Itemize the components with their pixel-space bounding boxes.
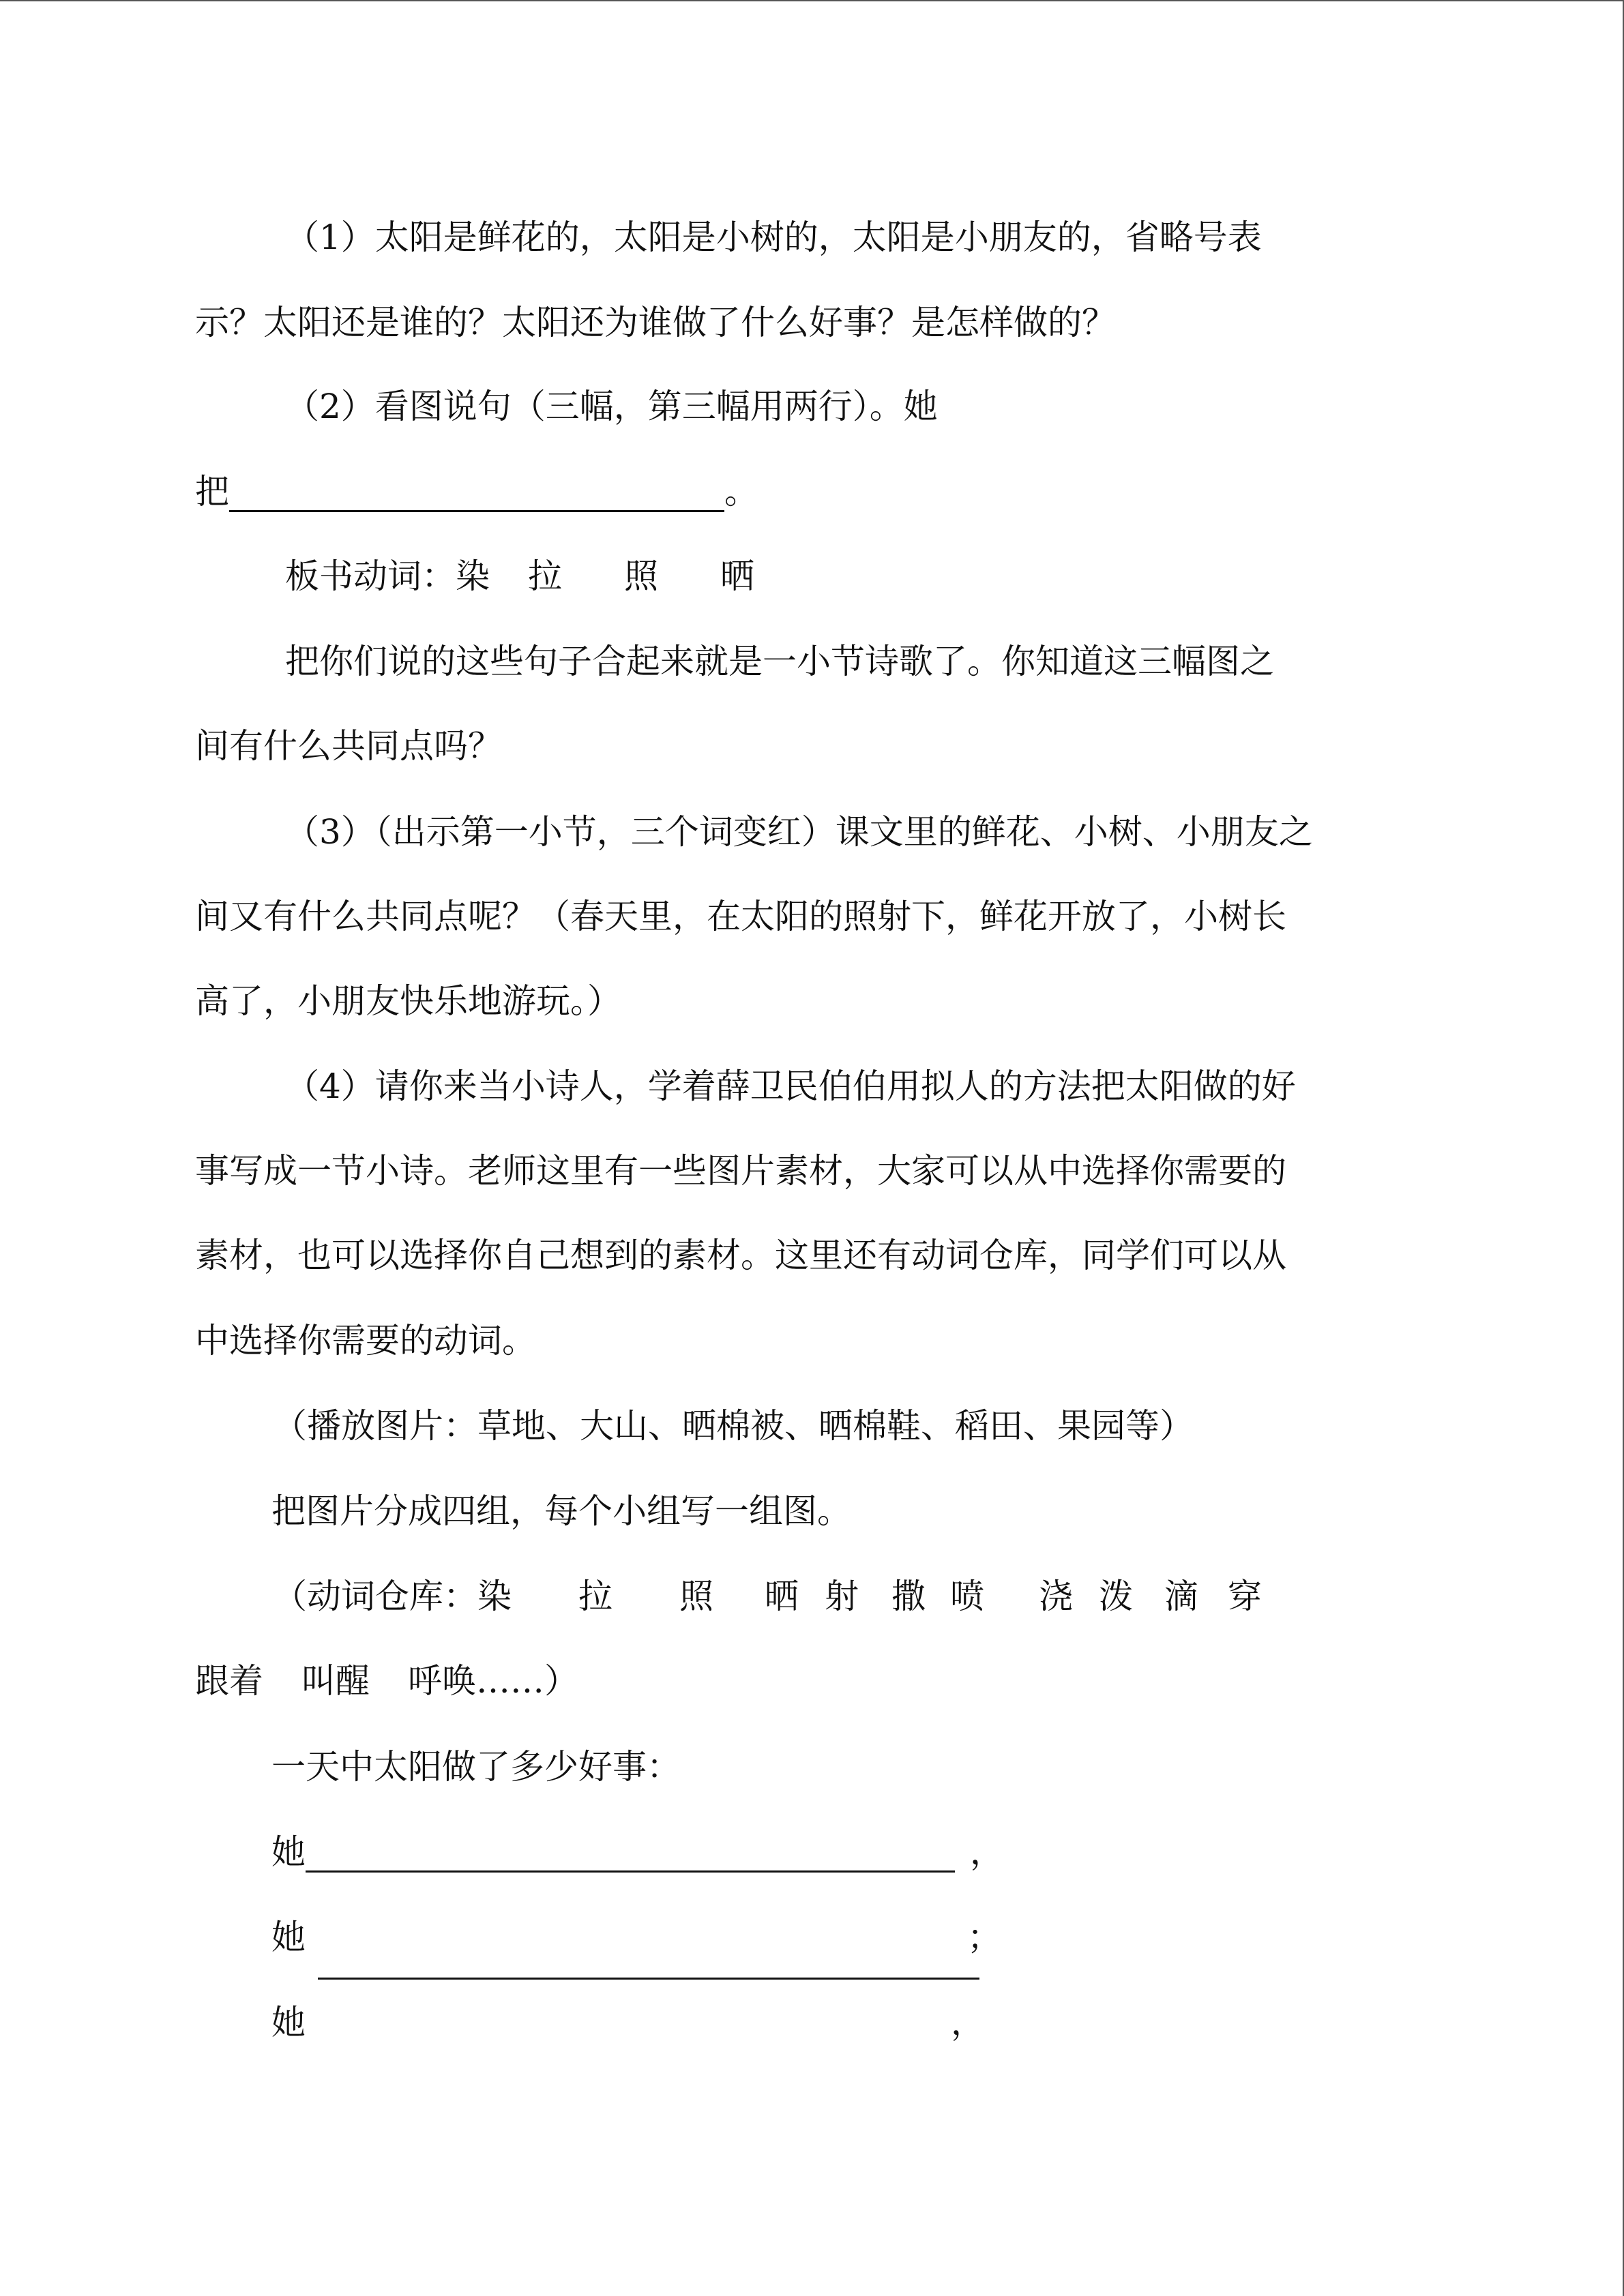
q4-line-1: （4）请你来当小诗人，学着薛卫民伯伯用拟人的方法把太阳做的好 <box>285 1067 1296 1106</box>
warehouse-verb: 浇 <box>1039 1577 1073 1616</box>
day-subject: 她 <box>271 2003 306 2042</box>
warehouse-verb: 叫醒 <box>301 1661 370 1701</box>
q1-line-1: （1）太阳是鲜花的，太阳是小树的，太阳是小朋友的，省略号表 <box>285 218 1262 257</box>
day-title: 一天中太阳做了多少好事： <box>271 1747 681 1787</box>
warehouse-line-1 <box>273 1576 1262 1617</box>
warehouse-verb: 撒 <box>891 1577 926 1616</box>
warehouse-verb: 射 <box>825 1577 859 1616</box>
board-verb: 晒 <box>720 556 754 596</box>
day-end-punct: ， <box>951 2003 985 2042</box>
board-verb: 照 <box>624 556 658 596</box>
warehouse-verb: 滴 <box>1164 1577 1198 1616</box>
day-fill-line-1 <box>271 1832 1004 1873</box>
q3-line-2: 间又有什么共同点呢？（春天里，在太阳的照射下，鲜花开放了，小树长 <box>195 897 1286 936</box>
q3-line-3: 高了，小朋友快乐地游玩。） <box>195 981 621 1021</box>
day-fill-line-2 <box>271 1917 1001 1958</box>
q2-answer-blank[interactable] <box>229 475 724 512</box>
q2-prefix: 把 <box>195 472 229 511</box>
warehouse-verb: 穿 <box>1228 1577 1262 1616</box>
warehouse-verb: 照 <box>679 1577 713 1616</box>
warehouse-verb: 晒 <box>765 1577 799 1616</box>
q2-suffix: 。 <box>724 472 758 511</box>
day-subject: 她 <box>271 1918 306 1957</box>
q4-line-4: 中选择你需要的动词。 <box>195 1321 536 1360</box>
warehouse-verb: 拉 <box>578 1577 612 1616</box>
day-answer-blank-2[interactable] <box>318 1978 979 1980</box>
day-subject: 她 <box>271 1832 306 1872</box>
warehouse-line-2 <box>195 1660 578 1701</box>
warehouse-verb: 泼 <box>1099 1577 1133 1616</box>
warehouse-open: （动词仓库： <box>273 1577 477 1616</box>
pictures-line: （播放图片：草地、大山、晒棉被、晒棉鞋、稻田、果园等） <box>273 1406 1194 1446</box>
q2-line-1: （2）看图说句（三幅，第三幅用两行）。她 <box>285 387 938 426</box>
day-fill-line-3 <box>271 2002 985 2043</box>
warehouse-verb: 呼唤……） <box>408 1661 578 1701</box>
q1-line-2: 示？太阳还是谁的？太阳还为谁做了什么好事？是怎样做的？ <box>195 303 1116 342</box>
combine-line-2: 间有什么共同点吗？ <box>195 726 502 766</box>
warehouse-verb: 染 <box>477 1577 512 1616</box>
q3-line-1: （3）（出示第一小节，三个词变红）课文里的鲜花、小树、小朋友之 <box>285 812 1313 852</box>
day-answer-blank-1[interactable] <box>306 1835 955 1873</box>
warehouse-verb: 跟着 <box>195 1661 263 1701</box>
board-verb: 拉 <box>528 556 562 596</box>
day-end-punct: ； <box>967 1918 1001 1957</box>
board-label: 板书动词： <box>285 556 456 596</box>
day-end-punct: ， <box>970 1832 1004 1872</box>
combine-line-1: 把你们说的这些句子合起来就是一小节诗歌了。你知道这三幅图之 <box>285 642 1274 681</box>
warehouse-verb: 喷 <box>950 1577 984 1616</box>
board-verbs-line <box>285 556 754 597</box>
board-verb: 染 <box>456 556 490 596</box>
q2-fill-line <box>195 471 758 512</box>
groups-line: 把图片分成四组，每个小组写一组图。 <box>271 1491 851 1531</box>
q4-line-2: 事写成一节小诗。老师这里有一些图片素材，大家可以从中选择你需要的 <box>195 1151 1286 1191</box>
q4-line-3: 素材，也可以选择你自己想到的素材。这里还有动词仓库，同学们可以从 <box>195 1236 1286 1275</box>
